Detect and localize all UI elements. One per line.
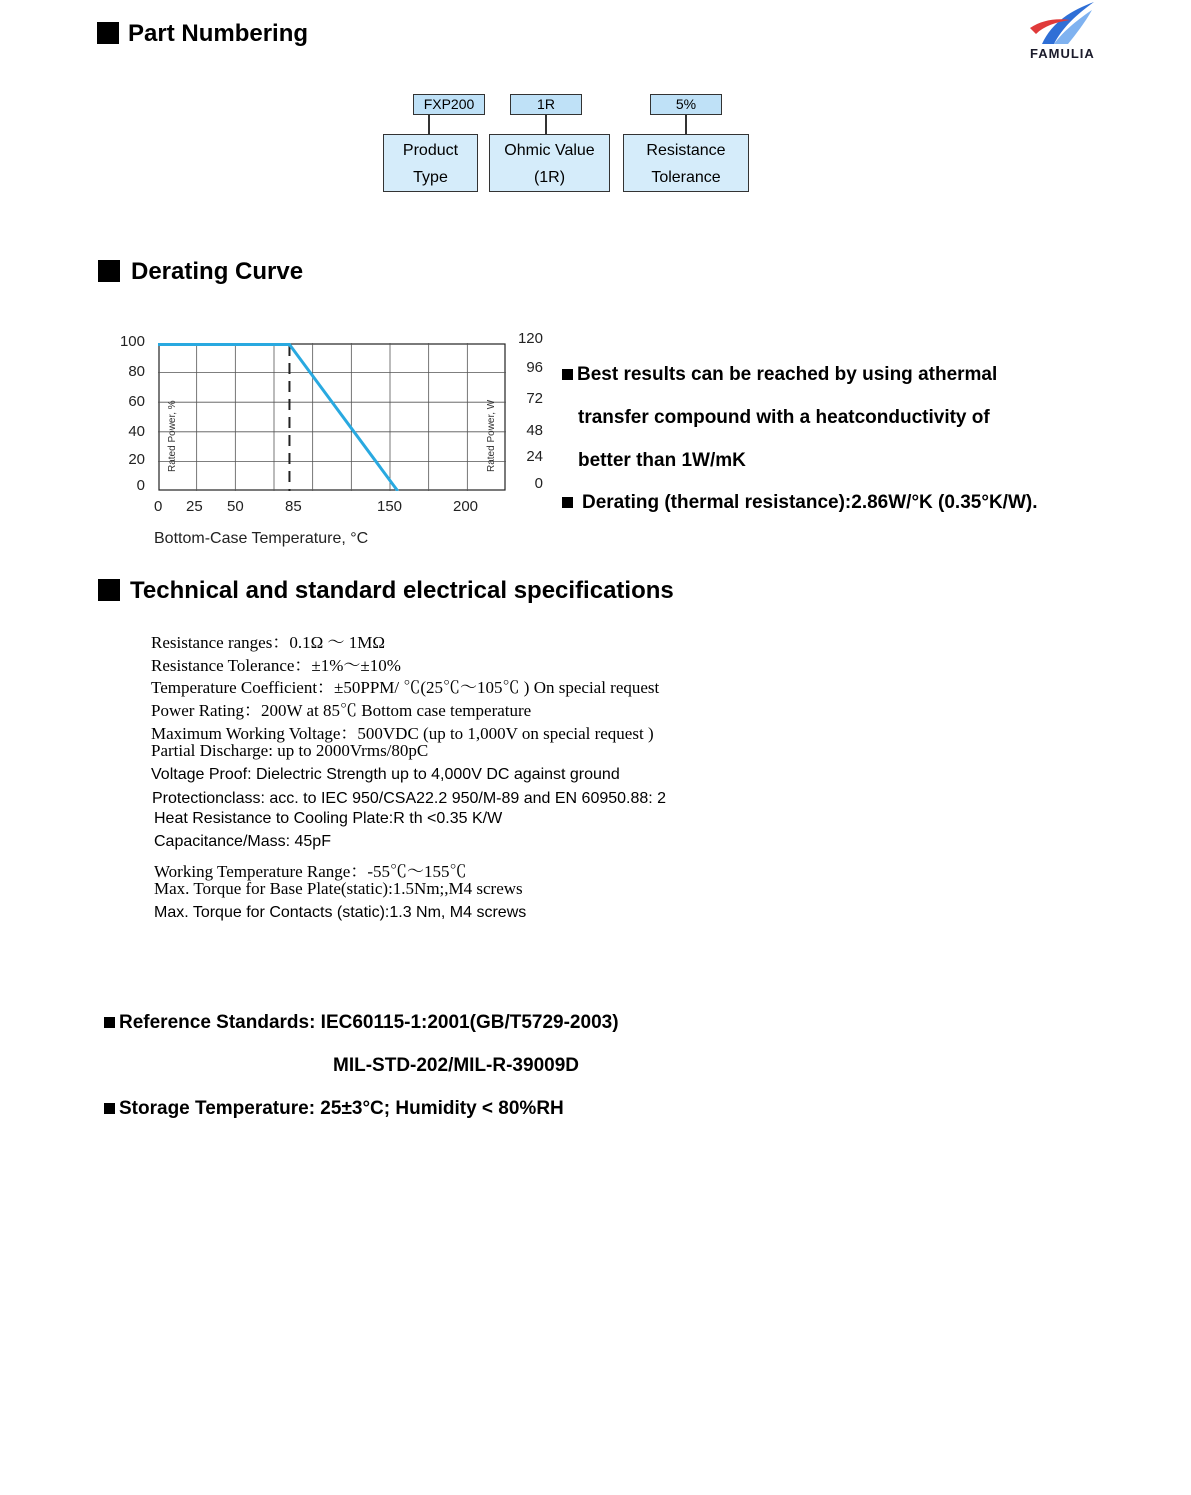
y-tick-right: 72 bbox=[526, 390, 543, 407]
y-tick-right: 24 bbox=[526, 448, 543, 465]
spec-line: Voltage Proof: Dielectric Strength up to 4,000V DC against ground bbox=[151, 766, 620, 783]
logo-text: FAMULIA bbox=[1030, 46, 1095, 61]
reference-standards-line2: MIL-STD-202/MIL-R-39009D bbox=[333, 1055, 579, 1076]
storage-temperature-text: Storage Temperature: 25±3°C; Humidity < 80%RH bbox=[119, 1098, 564, 1119]
section-title-derating-curve: Derating Curve bbox=[131, 258, 304, 285]
famulia-logo-icon bbox=[1022, 0, 1112, 50]
heading-square bbox=[98, 260, 120, 282]
spec-line: Working Temperature Range：-55℃～155℃ bbox=[154, 862, 467, 881]
bullet-square-icon bbox=[104, 1017, 115, 1028]
spec-line: Capacitance/Mass: 45pF bbox=[154, 833, 331, 850]
part-box-product bbox=[383, 134, 478, 192]
derating-note-text: Derating (thermal resistance):2.86W/°K (0.35°K/W). bbox=[582, 492, 1038, 513]
derating-note: better than 1W/mK bbox=[578, 450, 746, 471]
part-code-tolerance: 5% bbox=[650, 94, 722, 115]
spec-line: Max. Torque for Base Plate(static):1.5Nm;,M4 screws bbox=[154, 879, 523, 898]
part-box-ohmic bbox=[489, 134, 610, 192]
bullet-square-icon bbox=[562, 497, 573, 508]
y-tick-left: 40 bbox=[128, 423, 145, 440]
spec-line: Heat Resistance to Cooling Plate:R th <0.35 K/W bbox=[154, 810, 503, 827]
y-tick-left: 20 bbox=[128, 451, 145, 468]
part-box-tolerance bbox=[623, 134, 749, 192]
x-tick: 0 bbox=[154, 498, 163, 515]
y-axis-label-right: Rated Power, W bbox=[486, 399, 497, 472]
derating-chart-plot bbox=[158, 343, 506, 491]
derating-note-text: Best results can be reached by using athermal bbox=[577, 364, 998, 385]
part-box-line1: Ohmic Value bbox=[504, 142, 595, 159]
x-tick: 200 bbox=[453, 498, 479, 515]
spec-line: Partial Discharge: up to 2000Vrms/80pC bbox=[151, 741, 429, 760]
storage-temperature bbox=[104, 1098, 564, 1120]
y-tick-left: 60 bbox=[128, 393, 145, 410]
x-tick: 50 bbox=[227, 498, 244, 515]
heading-square bbox=[98, 579, 120, 601]
y-tick-right: 96 bbox=[526, 359, 543, 376]
bullet-square-icon bbox=[104, 1103, 115, 1114]
reference-standards-text: Reference Standards: IEC60115-1:2001(GB/T5729-2003) bbox=[119, 1012, 619, 1033]
spec-line: Maximum Working Voltage：500VDC (up to 1,000V on special request ) bbox=[151, 724, 654, 743]
spec-line: Temperature Coefficient：±50PPM/ ℃(25℃～105℃ ) On special request bbox=[151, 678, 660, 697]
bullet-square-icon bbox=[562, 369, 573, 380]
part-code-ohmic: 1R bbox=[510, 94, 582, 115]
y-tick-right: 120 bbox=[517, 330, 543, 347]
reference-standards bbox=[104, 1012, 619, 1034]
spec-line: Resistance Tolerance：±1%～±10% bbox=[151, 656, 401, 675]
chart-frame bbox=[159, 344, 505, 490]
connector-line bbox=[428, 115, 430, 134]
part-box-line2: (1R) bbox=[533, 169, 566, 186]
part-box-line2: Type bbox=[413, 169, 448, 186]
y-axis-label-left: Rated Power, % bbox=[167, 400, 178, 472]
section-title-tech-specs: Technical and standard electrical specifications bbox=[130, 577, 674, 604]
spec-line: Resistance ranges：0.1Ω ～ 1MΩ bbox=[151, 633, 385, 652]
part-code-product: FXP200 bbox=[413, 94, 485, 115]
y-tick-right: 0 bbox=[534, 475, 543, 492]
y-tick-left: 100 bbox=[119, 333, 145, 350]
derating-note: transfer compound with a heatconductivity of bbox=[578, 407, 990, 428]
derating-note bbox=[562, 492, 1037, 514]
spec-line: Max. Torque for Contacts (static):1.3 Nm, M4 screws bbox=[154, 904, 527, 921]
connector-line bbox=[685, 115, 687, 134]
derating-curve-line bbox=[158, 345, 398, 492]
derating-note bbox=[562, 364, 997, 386]
connector-line bbox=[545, 115, 547, 134]
part-box-line1: Resistance bbox=[646, 142, 726, 159]
x-tick: 85 bbox=[285, 498, 302, 515]
part-box-line1: Product bbox=[402, 142, 459, 159]
spec-line: Power Rating：200W at 85℃ Bottom case temperature bbox=[151, 701, 532, 720]
x-tick: 25 bbox=[186, 498, 203, 515]
spec-line: Protectionclass: acc. to IEC 950/CSA22.2 950/M-89 and EN 60950.88: 2 bbox=[152, 790, 667, 807]
y-tick-right: 48 bbox=[526, 422, 543, 439]
x-axis-label: Bottom-Case Temperature, °C bbox=[154, 530, 369, 547]
x-tick: 150 bbox=[377, 498, 403, 515]
y-tick-left: 0 bbox=[136, 477, 145, 494]
heading-square bbox=[97, 22, 119, 44]
section-title-part-numbering: Part Numbering bbox=[128, 20, 309, 47]
y-tick-left: 80 bbox=[128, 363, 145, 380]
part-box-line2: Tolerance bbox=[651, 169, 721, 186]
